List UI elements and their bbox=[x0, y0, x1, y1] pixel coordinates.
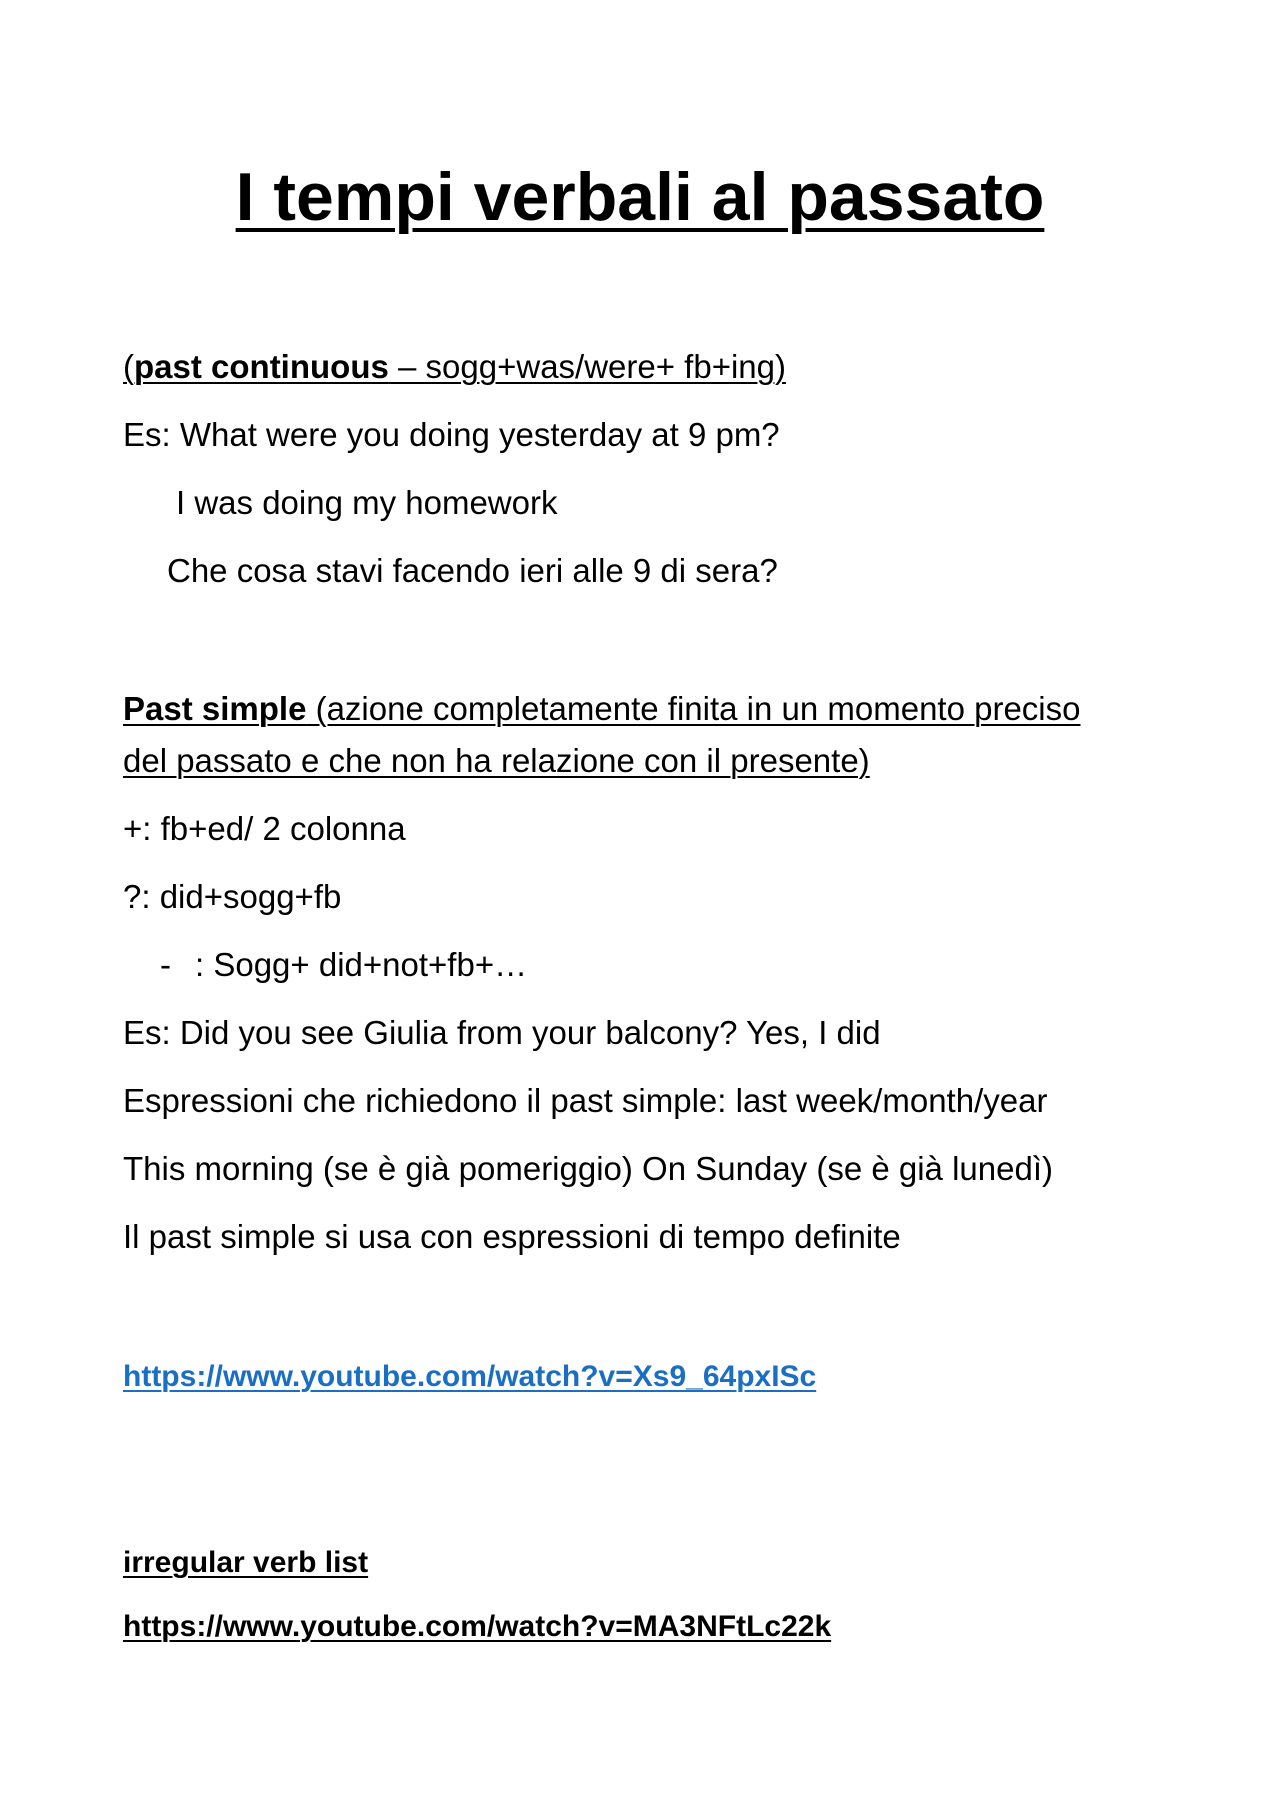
video-link-container bbox=[123, 1354, 816, 1396]
bullet-dash: - bbox=[160, 946, 171, 983]
irregular-verb-list-label: irregular verb list bbox=[123, 1546, 369, 1579]
past-simple-heading-cont: del passato e che non ha relazione con il presente) bbox=[123, 742, 870, 779]
past-simple-negative-formula: : Sogg+ did+not+fb+… bbox=[195, 946, 528, 983]
video-link-2-container bbox=[123, 1604, 831, 1646]
past-simple-negative bbox=[160, 944, 527, 985]
past-simple-label: Past simple bbox=[123, 690, 307, 727]
past-simple-example: Es: Did you see Giulia from your balcony? Yes, I did bbox=[123, 1014, 881, 1051]
past-continuous-heading bbox=[123, 346, 786, 387]
irregular-verb-container bbox=[123, 1540, 368, 1582]
past-simple-description: (azione completamente finita in un momento preciso bbox=[306, 690, 1081, 727]
past-continuous-label: past continuous bbox=[134, 348, 389, 385]
past-simple-expressions-2: This morning (se è già pomeriggio) On Sunday (se è già lunedì) bbox=[123, 1150, 1053, 1187]
past-continuous-example-answer: I was doing my homework bbox=[176, 484, 558, 521]
past-simple-heading bbox=[123, 688, 1081, 729]
past-continuous-example-translation: Che cosa stavi facendo ieri alle 9 di sera? bbox=[167, 552, 778, 589]
past-continuous-formula: – sogg+was/were+ fb+ing) bbox=[388, 348, 787, 385]
past-simple-question: ?: did+sogg+fb bbox=[123, 878, 342, 915]
heading-open-paren: ( bbox=[123, 348, 134, 385]
past-continuous-example-question: Es: What were you doing yesterday at 9 pm? bbox=[123, 416, 780, 453]
video-link-2[interactable]: https://www.youtube.com/watch?v=MA3NFtLc22k bbox=[123, 1610, 832, 1643]
past-simple-expressions: Espressioni che richiedono il past simple: last week/month/year bbox=[123, 1082, 1048, 1119]
page-title: I tempi verbali al passato bbox=[235, 159, 1045, 235]
video-link-1[interactable]: https://www.youtube.com/watch?v=Xs9_64pxISc bbox=[123, 1360, 817, 1393]
past-simple-rule: Il past simple si usa con espressioni di tempo definite bbox=[123, 1218, 901, 1255]
past-simple-positive: +: fb+ed/ 2 colonna bbox=[123, 810, 406, 847]
